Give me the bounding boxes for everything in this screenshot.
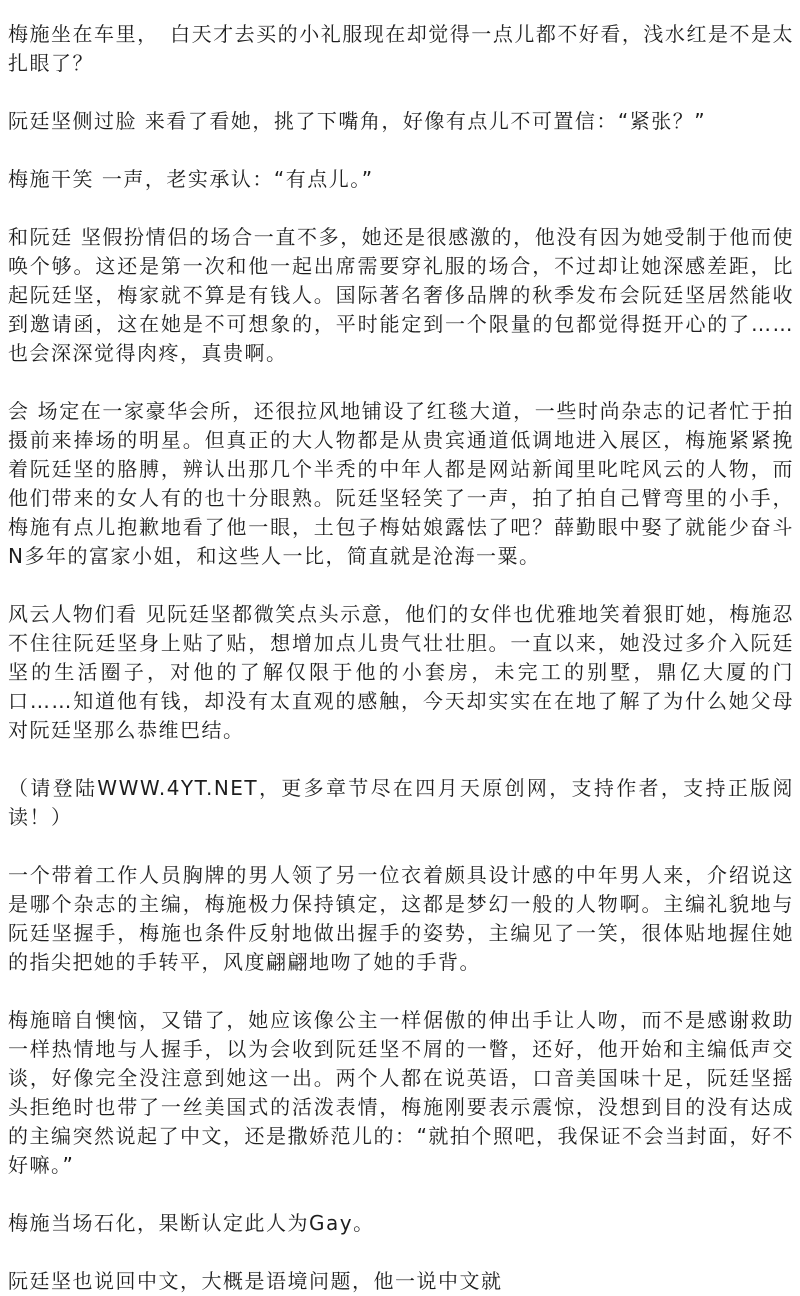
paragraph-9: 梅施暗自懊恼，又错了，她应该像公主一样倨傲的伸出手让人吻，而不是感谢救助一样热情地与人握手，以为会收到阮廷坚不屑的一瞥，还好，他开始和主编低声交谈，好像完全没注意到她这一出。两个人都在说英语，口音美国味十足，阮廷坚摇头拒绝时也带了一丝美国式的活泼表情，梅施刚要表示震惊，没想到目的没有达成的主编突然说起了中文，还是撒娇范儿的：“就拍个照吧，我保证不会当封面，好不好嘛。”: [8, 1008, 794, 1177]
paragraph-site-notice: （请登陆WWW.4YT.NET，更多章节尽在四月天原创网，支持作者，支持正版阅读！）: [8, 776, 794, 829]
paragraph-3: 梅施干笑 一声，老实承认：“有点儿。”: [8, 167, 374, 191]
paragraph-8: 一个带着工作人员胸牌的男人领了另一位衣着颇具设计感的中年男人来，介绍说这是哪个杂志的主编，梅施极力保持镇定，这都是梦幻一般的人物啊。主编礼貌地与阮廷坚握手，梅施也条件反射地做出握手的姿势，主编见了一笑，很体贴地握住她的指尖把她的手转平，风度翩翩地吻了她的手背。: [8, 863, 794, 974]
paragraph-6: 风云人物们看 见阮廷坚都微笑点头示意，他们的女伴也优雅地笑着狠盯她，梅施忍不住往阮廷坚身上贴了贴，想增加点儿贵气壮壮胆。一直以来，她没过多介入阮廷坚的生活圈子，对他的了解仅限于他的小套房，未完工的别墅，鼎亿大厦的门口……知道他有钱，却没有太直观的感触，今天却实实在在地了解了为什么她父母对阮廷坚那么恭维巴结。: [8, 602, 794, 742]
paragraph-10: 梅施当场石化，果断认定此人为Gay。: [8, 1211, 375, 1235]
paragraph-4: 和阮廷 坚假扮情侣的场合一直不多，她还是很感激的，他没有因为她受制于他而使唤个够。这还是第一次和他一起出席需要穿礼服的场合，不过却让她深感差距，比起阮廷坚，梅家就不算是有钱人。国际著名奢侈品牌的秋季发布会阮廷坚居然能收到邀请函，这在她是不可想象的，平时能定到一个限量的包都觉得挺开心的了……也会深深觉得肉疼，真贵啊。: [8, 225, 794, 365]
paragraph-5: 会 场定在一家豪华会所，还很拉风地铺设了红毯大道，一些时尚杂志的记者忙于拍摄前来捧场的明星。但真正的大人物都是从贵宾通道低调地进入展区，梅施紧紧挽着阮廷坚的胳膊，辨认出那几个半秃的中年人都是网站新闻里叱咤风云的人物，而他们带来的女人有的也十分眼熟。阮廷坚轻笑了一声，拍了拍自己臂弯里的小手，梅施有点儿抱歉地看了他一眼，土包子梅姑娘露怯了吧？薛勤眼中娶了就能少奋斗N多年的富家小姐，和这些人一比，简直就是沧海一粟。: [8, 399, 794, 568]
paragraph-2: 阮廷坚侧过脸 来看了看她，挑了下嘴角，好像有点儿不可置信：“紧张？”: [8, 109, 707, 133]
paragraph-11: 阮廷坚也说回中文，大概是语境问题，他一说中文就: [8, 1269, 503, 1293]
paragraph-1: 梅施坐在车里， 白天才去买的小礼服现在却觉得一点儿都不好看，浅水红是不是太扎眼了？: [8, 22, 794, 75]
